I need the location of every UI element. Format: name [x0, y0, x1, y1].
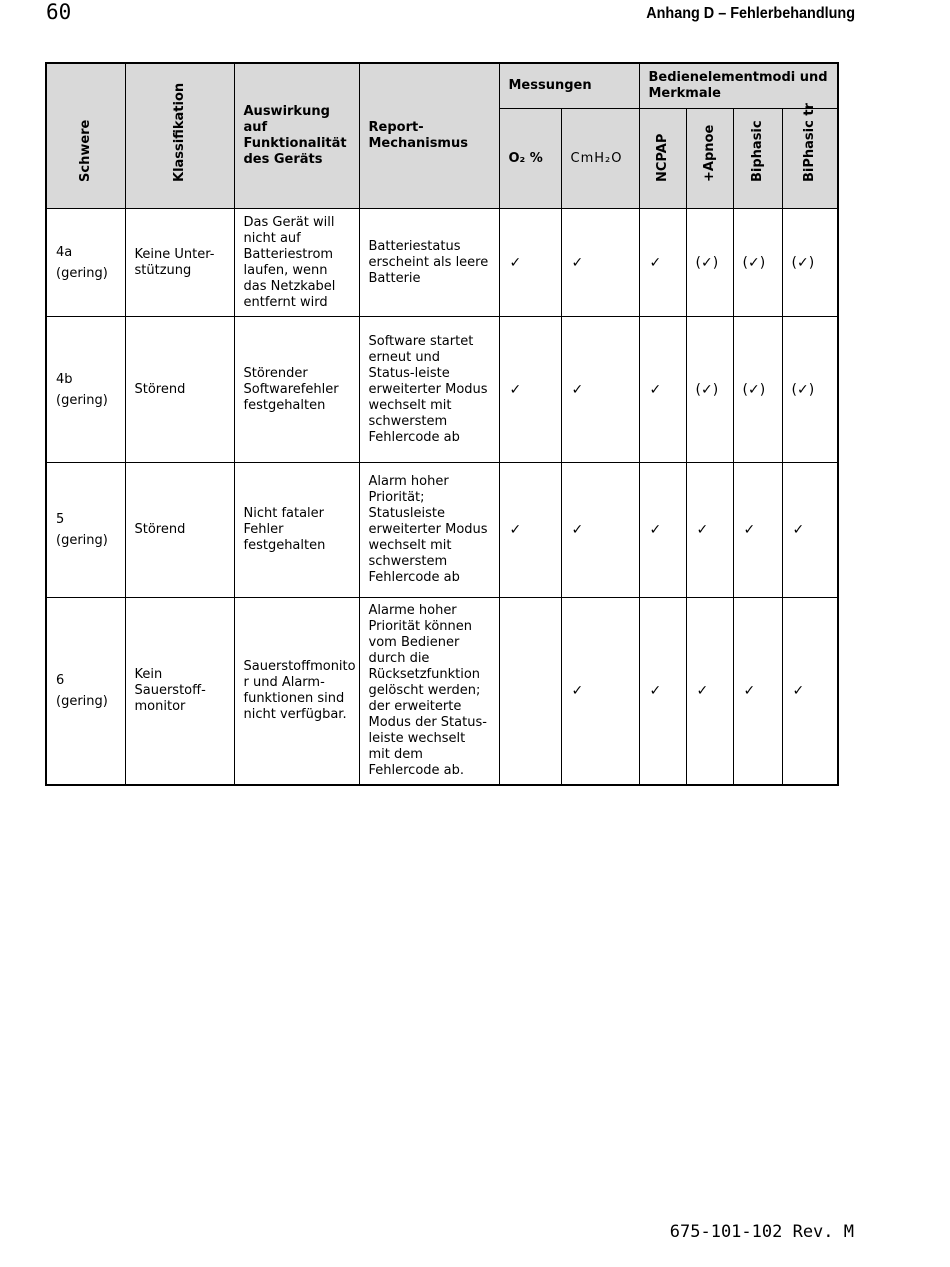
- biphasic-tr-check: ✓: [782, 598, 838, 786]
- group-header-measurements: Messungen: [499, 63, 639, 109]
- column-header-cmh2o: CmH₂O: [561, 109, 639, 209]
- biphasic-tr-check: (✓): [782, 209, 838, 317]
- group-header-controls: Bedienelementmodi und Merkmale: [639, 63, 838, 109]
- cmh2o-check: ✓: [561, 317, 639, 463]
- chapter-title: Anhang D – Fehlerbehandlung: [646, 5, 855, 22]
- report-cell: Batteriestatus erscheint als leere Batterie: [359, 209, 499, 317]
- impact-cell: Das Gerät will nicht auf Batteriestrom laufen, wenn das Netzkabel entfernt wird: [234, 209, 359, 317]
- column-header-biphasic-tr: BiPhasic tr: [782, 109, 838, 209]
- report-cell: Alarme hoher Priorität können vom Bediener durch die Rücksetzfunktion gelöscht werden; der erweiterte Modus der Status-leiste wechselt mit dem Fehlercode ab.: [359, 598, 499, 786]
- classification-cell: Kein Sauerstoff-monitor: [125, 598, 234, 786]
- biphasic-check: ✓: [733, 463, 782, 598]
- biphasic-check: ✓: [733, 598, 782, 786]
- apnoe-check: ✓: [686, 598, 733, 786]
- cmh2o-check: ✓: [561, 463, 639, 598]
- column-header-biphasic: Biphasic: [733, 109, 782, 209]
- ncpap-check: ✓: [639, 463, 686, 598]
- impact-cell: Nicht fataler Fehler festgehalten: [234, 463, 359, 598]
- severity-cell: 6 (gering): [46, 598, 125, 786]
- biphasic-check: (✓): [733, 317, 782, 463]
- column-header-apnoe: +Apnoe: [686, 109, 733, 209]
- biphasic-tr-check: ✓: [782, 463, 838, 598]
- classification-cell: Keine Unter-stützung: [125, 209, 234, 317]
- page-number: 60: [46, 0, 72, 24]
- biphasic-check: (✓): [733, 209, 782, 317]
- ncpap-check: ✓: [639, 209, 686, 317]
- table-row: [46, 209, 838, 317]
- column-header-report: Report-Mechanismus: [359, 63, 499, 209]
- o2-check: ✓: [499, 463, 561, 598]
- cmh2o-check: ✓: [561, 598, 639, 786]
- table-row: [46, 317, 838, 463]
- cmh2o-check: ✓: [561, 209, 639, 317]
- column-header-severity: Schwere: [46, 63, 125, 209]
- table-row: [46, 463, 838, 598]
- fault-handling-table: [45, 62, 839, 786]
- severity-cell: 4b (gering): [46, 317, 125, 463]
- apnoe-check: ✓: [686, 463, 733, 598]
- biphasic-tr-check: (✓): [782, 317, 838, 463]
- report-cell: Software startet erneut und Status-leiste erweiterter Modus wechselt mit schwerstem Fehlercode ab: [359, 317, 499, 463]
- column-header-o2: O₂ %: [499, 109, 561, 209]
- o2-check: ✓: [499, 317, 561, 463]
- ncpap-check: ✓: [639, 598, 686, 786]
- classification-cell: Störend: [125, 463, 234, 598]
- column-header-classification: Klassifikation: [125, 63, 234, 209]
- ncpap-check: ✓: [639, 317, 686, 463]
- severity-cell: 5 (gering): [46, 463, 125, 598]
- o2-check: [499, 598, 561, 786]
- impact-cell: Sauerstoffmonito r und Alarm-funktionen sind nicht verfügbar.: [234, 598, 359, 786]
- report-cell: Alarm hoher Priorität; Statusleiste erweiterter Modus wechselt mit schwerstem Fehlercode ab: [359, 463, 499, 598]
- document-number: 675-101-102 Rev. M: [669, 1222, 854, 1242]
- severity-cell: 4a (gering): [46, 209, 125, 317]
- column-header-ncpap: NCPAP: [639, 109, 686, 209]
- column-header-impact: Auswirkung auf Funktionalität des Geräts: [234, 63, 359, 209]
- apnoe-check: (✓): [686, 317, 733, 463]
- apnoe-check: (✓): [686, 209, 733, 317]
- classification-cell: Störend: [125, 317, 234, 463]
- o2-check: ✓: [499, 209, 561, 317]
- impact-cell: Störender Softwarefehler festgehalten: [234, 317, 359, 463]
- table-row: [46, 598, 838, 786]
